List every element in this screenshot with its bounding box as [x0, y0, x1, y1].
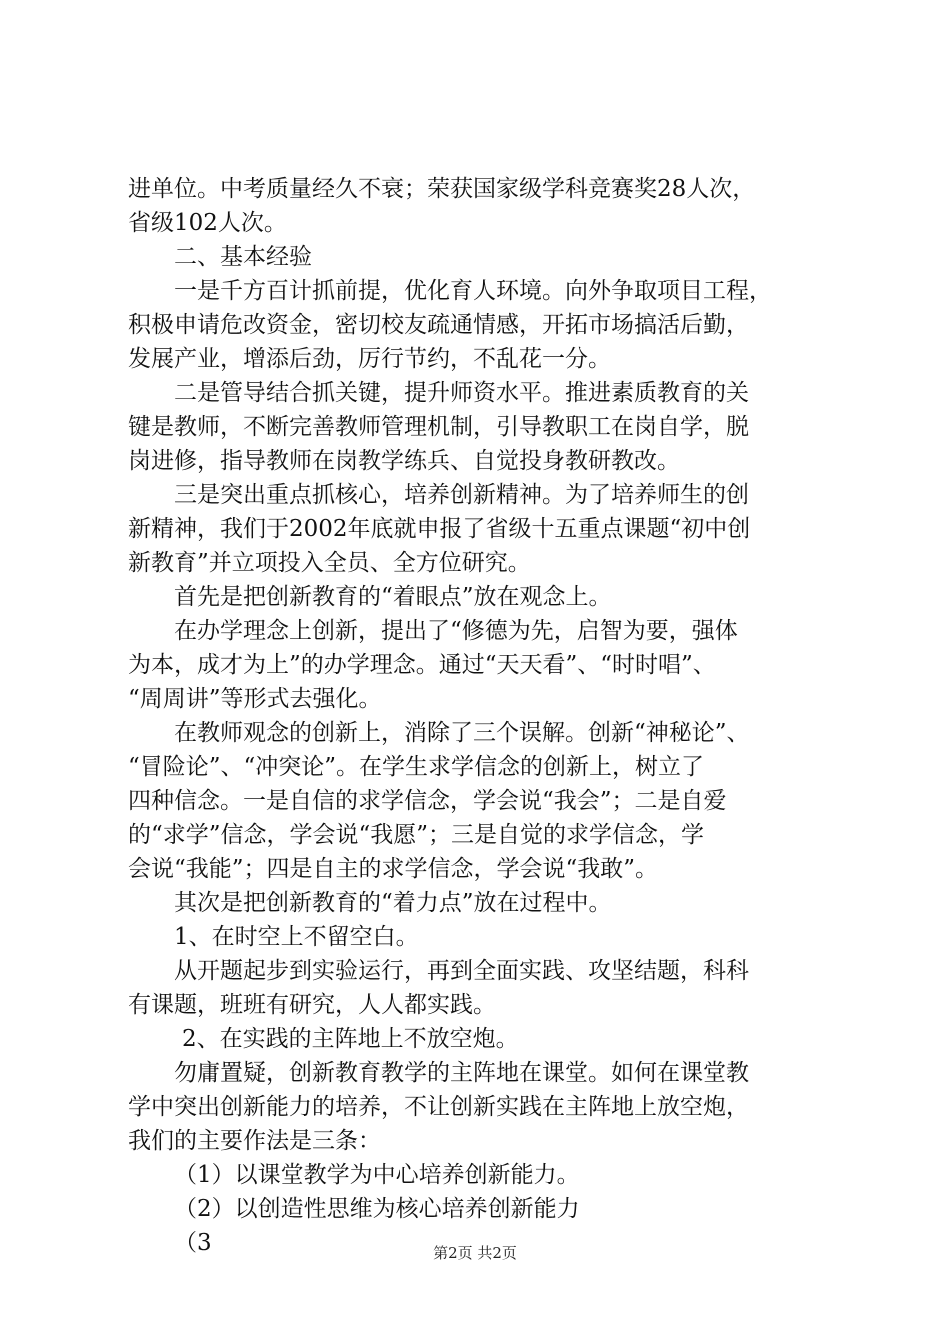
text-line: 四种信念。一是自信的求学信念，学会说“我会”；二是自爱: [128, 788, 727, 814]
text-line: 积极申请危改资金，密切校友疏通情感，开拓市场搞活后勤，: [128, 312, 749, 338]
text-line: 发展产业，增添后劲，厉行节约，不乱花一分。: [128, 346, 611, 372]
text-line: “周周讲”等形式去强化。: [128, 686, 382, 712]
text-line: 有课题，班班有研究，人人都实践。: [128, 992, 496, 1018]
text-line: 2、在实践的主阵地上不放空炮。: [182, 1026, 519, 1052]
text-line: “冒险论”、“冲突论”。在学生求学信念的创新上，树立了: [128, 754, 705, 780]
text-line: 学中突出创新能力的培养，不让创新实践在主阵地上放空炮，: [128, 1094, 749, 1120]
text-line: 勿庸置疑，创新教育教学的主阵地在课堂。如何在课堂教: [174, 1060, 749, 1086]
text-line: 进单位。中考质量经久不衰；荣获国家级学科竞赛奖28人次，: [128, 176, 756, 202]
text-line: 在教师观念的创新上，消除了三个误解。创新“神秘论”、: [174, 720, 750, 746]
text-line: 首先是把创新教育的“着眼点”放在观念上。: [174, 584, 612, 610]
text-line: 三是突出重点抓核心，培养创新精神。为了培养师生的创: [174, 482, 749, 508]
text-line: 其次是把创新教育的“着力点”放在过程中。: [174, 890, 612, 916]
text-line: 在办学理念上创新，提出了“修德为先，启智为要，强体: [174, 618, 738, 644]
text-line: 一是千方百计抓前提，优化育人环境。向外争取项目工程，: [174, 278, 772, 304]
text-line: 我们的主要作法是三条：: [128, 1128, 381, 1154]
text-line: 二是管导结合抓关键，提升师资水平。推进素质教育的关: [174, 380, 749, 406]
list-item: （1）以课堂教学为中心培养创新能力。: [174, 1162, 580, 1188]
text-line: 的“求学”信念，学会说“我愿”；三是自觉的求学信念，学: [128, 822, 705, 848]
text-line: 从开题起步到实验运行，再到全面实践、攻坚结题，科科: [174, 958, 749, 984]
text-line: 新精神，我们于2002年底就申报了省级十五重点课题“初中创: [128, 516, 751, 542]
text-line: 为本，成才为上”的办学理念。通过“天天看”、“时时唱”、: [128, 652, 716, 678]
list-item: （3: [174, 1230, 212, 1256]
text-line: 岗进修，指导教师在岗教学练兵、自觉投身教研教改。: [128, 448, 680, 474]
text-line: 键是教师，不断完善教师管理机制，引导教职工在岗自学，脱: [128, 414, 749, 440]
section-heading: 二、基本经验: [174, 244, 312, 270]
text-line: 会说“我能”；四是自主的求学信念，学会说“我敢”。: [128, 856, 659, 882]
page-footer: 第2页 共2页: [433, 1244, 517, 1262]
text-line: 省级102人次。: [128, 210, 287, 236]
body-text: [128, 172, 840, 1260]
list-item: （2）以创造性思维为核心培养创新能力: [174, 1196, 580, 1222]
text-line: 1、在时空上不留空白。: [174, 924, 419, 950]
text-line: 新教育”并立项投入全员、全方位研究。: [128, 550, 531, 576]
